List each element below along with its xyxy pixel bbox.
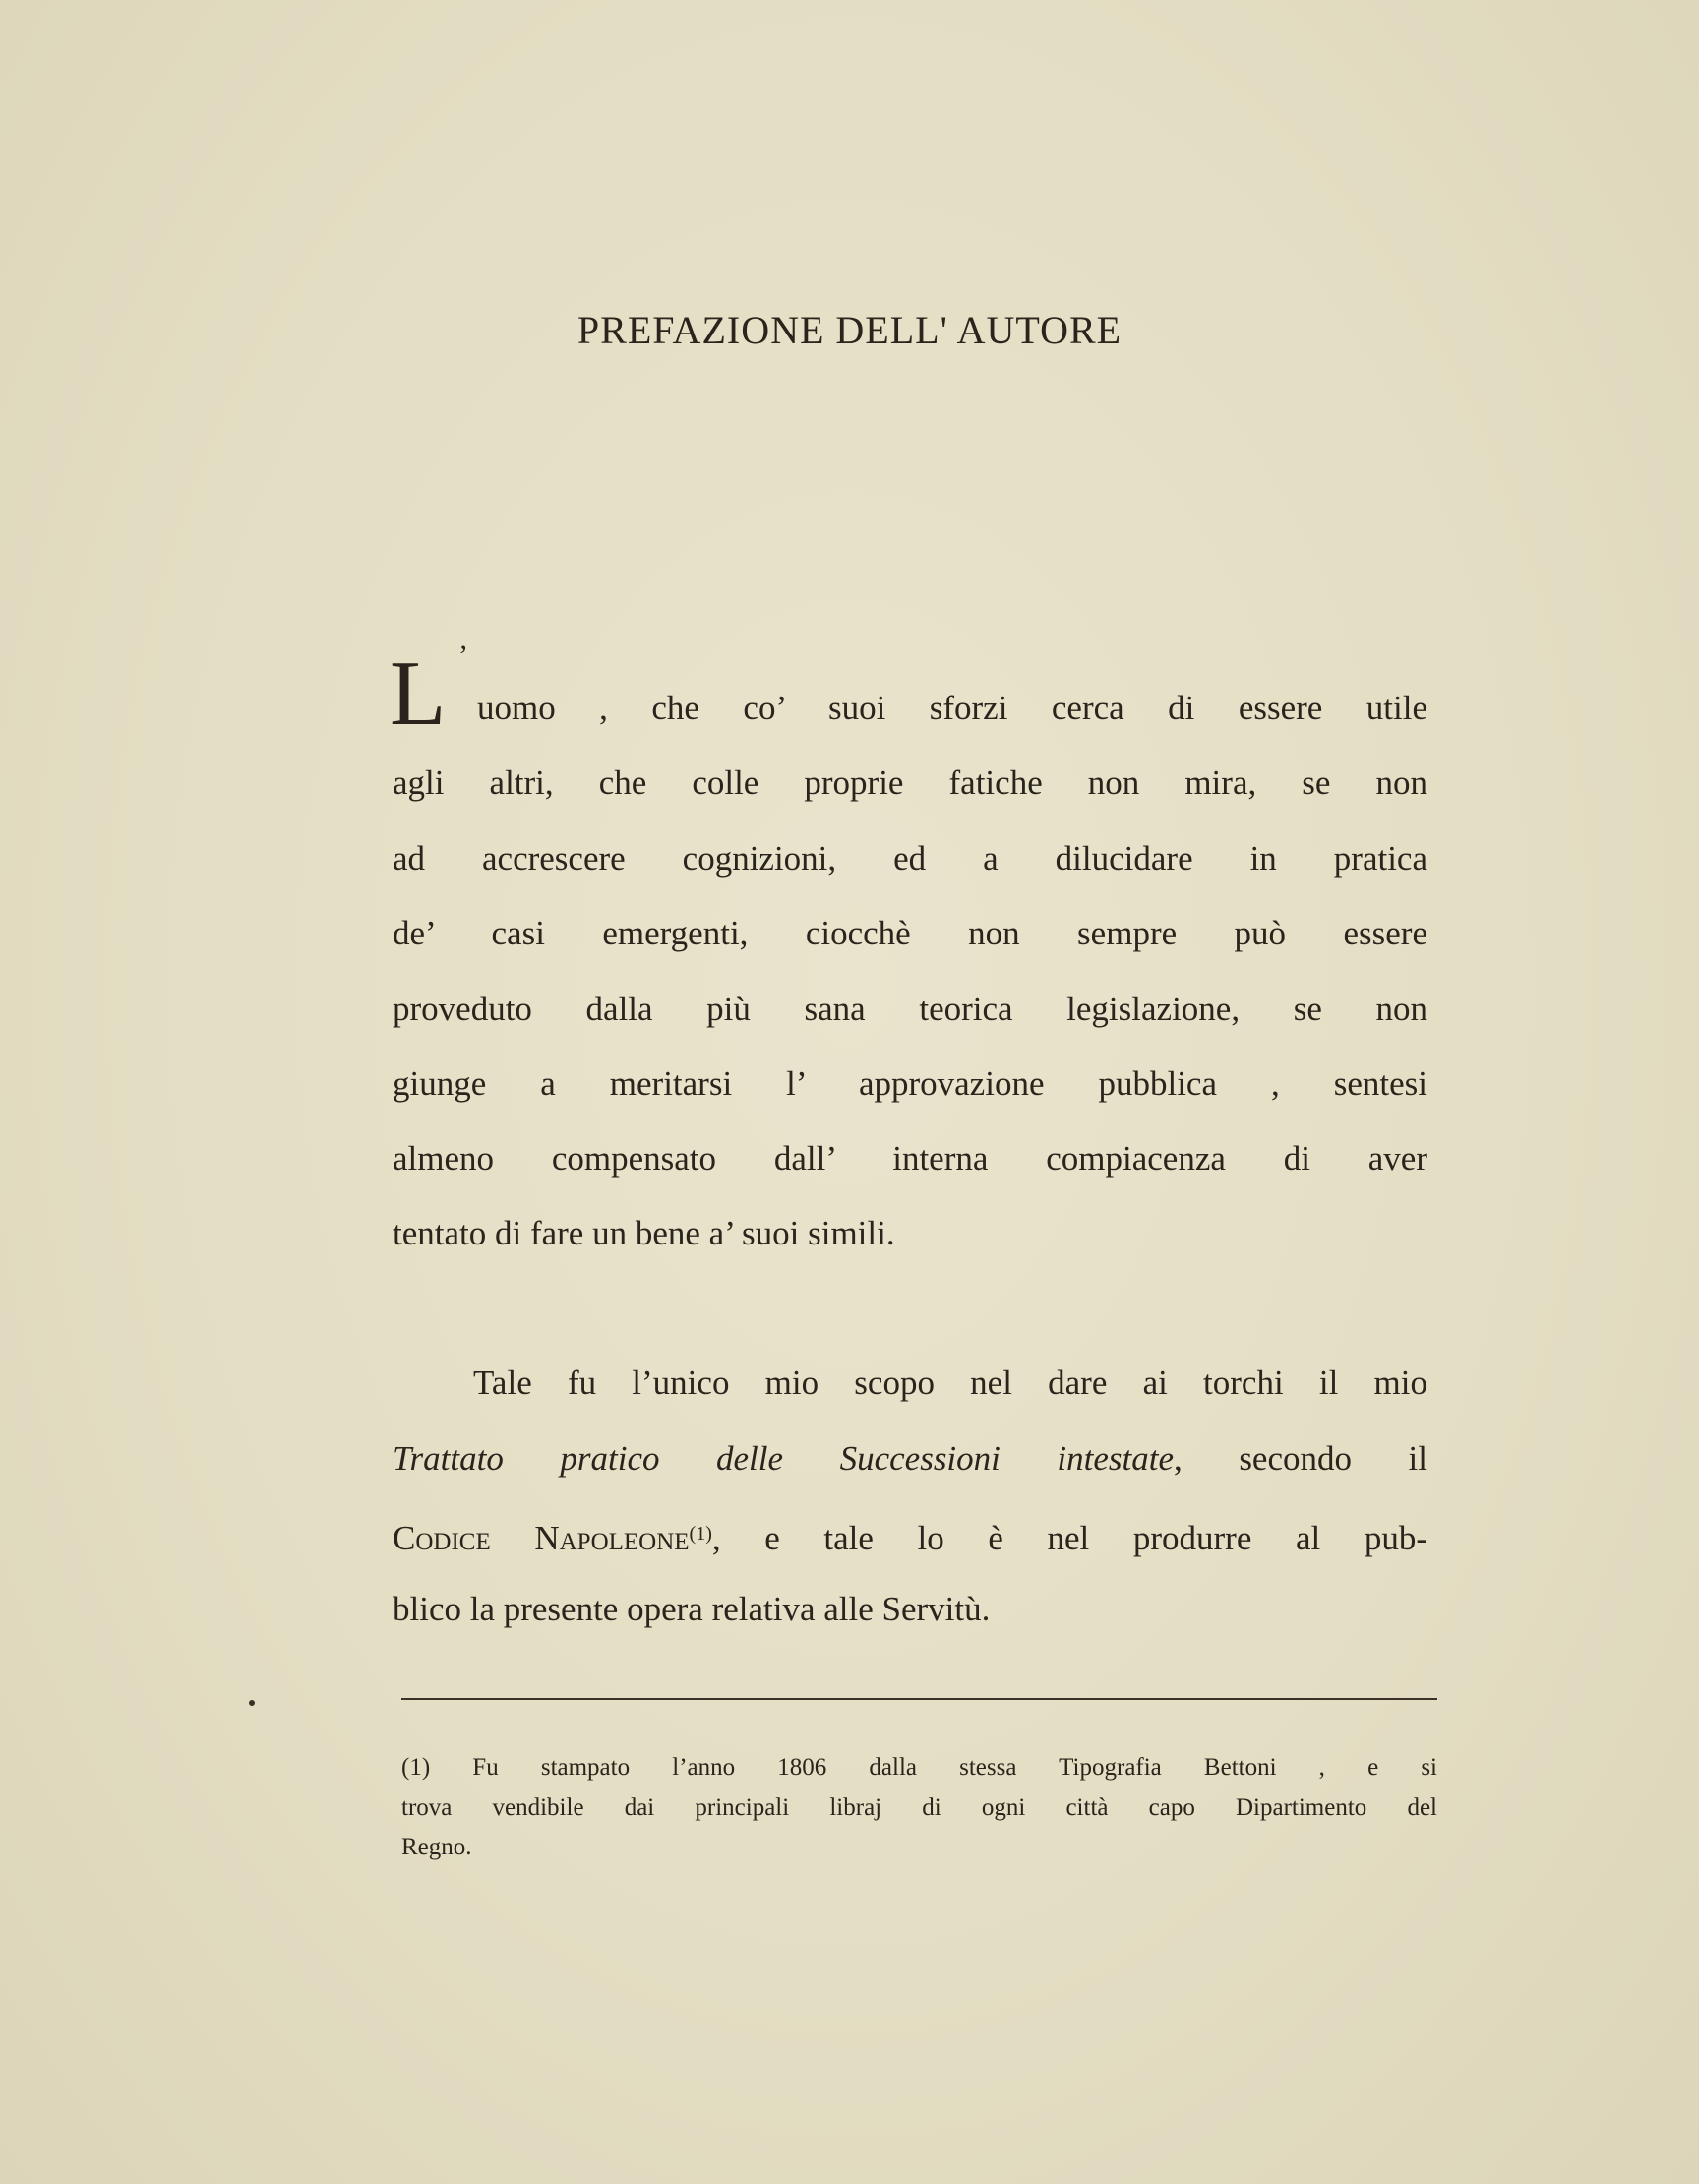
code-name: Codice Napoleone: [393, 1519, 690, 1557]
drop-cap-apostrophe: ’: [458, 639, 468, 672]
speck: [249, 1700, 255, 1706]
footnote-ref: (1): [689, 1523, 712, 1545]
text-line: Tale fu l’unico mio scopo nel dare ai torchi il mio: [473, 1364, 1427, 1402]
text-segment: , e tale lo è nel produrre al pub-: [711, 1519, 1427, 1557]
footnote-line: (1) Fu stampato l’anno 1806 dalla stessa Tipografia Bettoni , e si: [401, 1754, 1437, 1781]
drop-cap: L: [390, 642, 447, 745]
text-line: blico la presente opera relativa alle Servitù.: [393, 1590, 991, 1628]
text-line: proveduto dalla più sana teorica legislazione, se non: [393, 990, 1427, 1028]
text-line: ad accrescere cognizioni, ed a dilucidare in pratica: [393, 839, 1427, 878]
footnote-line: trova vendibile dai principali libraj di ogni città capo Dipartimento del: [401, 1794, 1437, 1821]
text-line: uomo , che co’ suoi sforzi cerca di essere utile: [477, 689, 1427, 727]
text-line: [393, 1437, 1427, 1481]
text-line: giunge a meritarsi l’ approvazione pubblica , sentesi: [393, 1064, 1427, 1103]
text-line: almeno compensato dall’ interna compiacenza di aver: [393, 1139, 1427, 1178]
text-line: [393, 1512, 1427, 1560]
footnote-line: Regno.: [401, 1834, 472, 1860]
page-title: PREFAZIONE DELL' AUTORE: [576, 308, 1123, 352]
text-line: tentato di fare un bene a’ suoi simili.: [393, 1214, 895, 1252]
footnote-rule: [401, 1698, 1437, 1700]
text-line: de’ casi emergenti, ciocchè non sempre può essere: [393, 914, 1427, 952]
book-title: Trattato pratico delle Successioni intestate: [393, 1439, 1175, 1478]
text-line: agli altri, che colle proprie fatiche non mira, se non: [393, 763, 1427, 802]
text-segment: , secondo il: [1174, 1439, 1427, 1478]
